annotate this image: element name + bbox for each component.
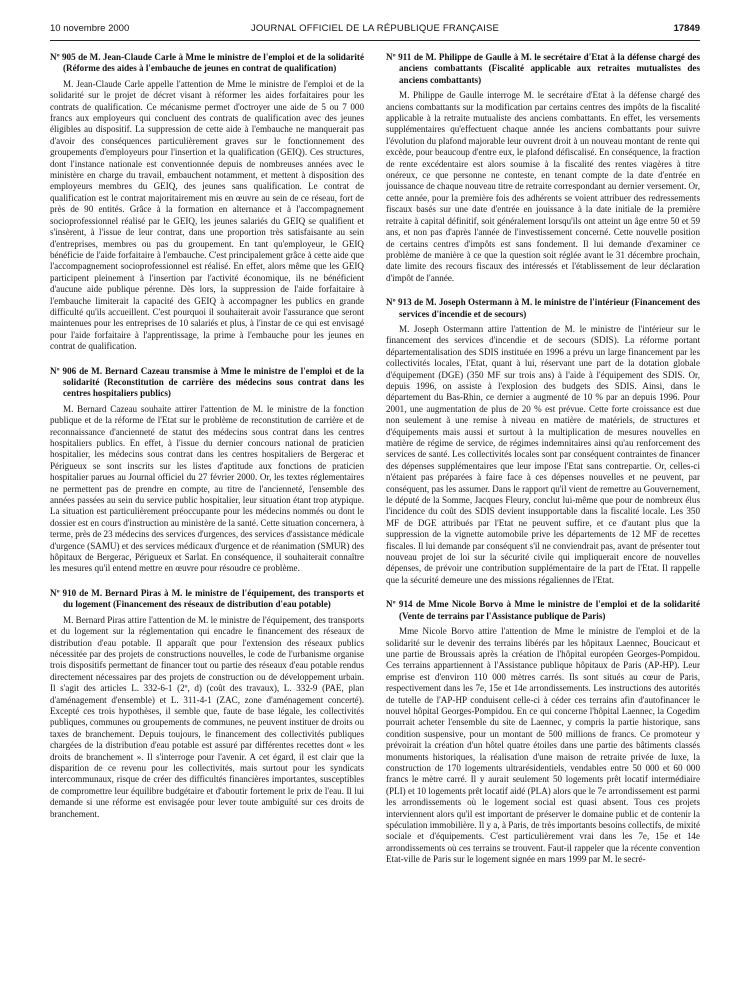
question-heading: Nº 910 de M. Bernard Piras à M. le ministre de l'équipement, des transports et du logement (Financement des réseaux de distribution d'eau potable) [50, 587, 364, 610]
page-header [50, 20, 700, 41]
question-body: M. Joseph Ostermann attire l'attention de M. le ministre de l'intérieur sur le financement des services d'incendie et de secours (SDIS). La réforme portant départementalisation des SDIS instituée en 1996 a prévu un large financement par les collectivités locales, l'Etat, quant à lui, réservant une part de la dotation globale d'équipement (DGE) (350 MF sur trois ans) à l'aide à l'équipement des SDIS. Or, depuis 1996, on assiste à l'explosion des budgets des SDIS. Ainsi, dans le département du Bas-Rhin, ce dernier a augmenté de 10 % par an depuis 1996. Pour 2001, une augmentation de plus de 20 % est prévue. Cette forte croissance est due non seulement à une remise à niveau en matière de matériels, de structures et d'équipements mais aussi et surtout à la multiplication de mesures nouvelles en matière de régime de service, de régimes indemnitaires ainsi qu'au renforcement des services de santé. Les collectivités locales sont par conséquent contraintes de financer des dépenses supplémentaires que leur impose l'Etat sans contrepartie. Or, celles-ci n'étaient pas préparées à faire face à ces dépenses nouvelles et ne peuvent, par conséquent, pas les assumer. Dans le rapport qu'il vient de remettre au Gouvernement, le député de la Somme, Jacques Fleury, conclut lui-même que pour de nombreux élus l'incidence du coût des SDIS devient insupportable dans la fiscalité locale. Les 350 MF de DGE attribués par l'Etat ne peuvent suffire, et ce d'autant plus que la suppression de la vignette automobile prive les départements de 12 MF de recettes fiscales. Il lui demande par conséquent s'il ne conviendrait pas, avant de présenter tout nouveau projet de loi sur la sécurité civile qui impliquerait encore de nouvelles dépenses, de prévoir une contribution supplémentaire de la part de l'Etat. Il rappelle que la sécurité demeure une des missions régaliennes de l'Etat. [386, 323, 700, 585]
page-number: 17849 [673, 23, 700, 34]
question-body: M. Bernard Cazeau souhaite attirer l'attention de M. le ministre de la fonction publique et de la réforme de l'Etat sur le problème de reconstitution de carrière et de reconnaissance d'ancienneté de statut des médecins sous contrat dans les centres hospitaliers publics. En effet, à l'issue du dernier concours national de praticien hospitalier, les médecins sous contrat dans les centres hospitaliers de Bergerac et Périgueux se sont inscrits sur les listes d'aptitude aux fonctions de praticien hospitalier parues au Journal officiel du 27 février 2000. Or, les textes réglementaires ne permettent pas de prendre en compte, au titre de l'ancienneté, l'ensemble des années passées au sein du service public hospitalier, leur situation étant trop atypique. La situation est particulièrement préoccupante pour les médecins nommés ou dont le dossier est en cours d'instruction au ministère de la santé. Cette situation concernera, à terme, près de 23 médecins des services d'urgences, des services d'assistance médicale d'urgence (SAMU) et des services médicaux d'urgence et de réanimation (SMUR) des hôpitaux de Bergerac, Périgueux et Sarlat. En conséquence, il souhaiterait connaître les mesures qu'il entend mettre en œuvre pour résoudre ce problème. [50, 403, 364, 574]
journal-title: JOURNAL OFFICIEL DE LA RÉPUBLIQUE FRANÇAISE [250, 23, 500, 34]
question-905 [50, 52, 364, 353]
question-heading: Nº 914 de Mme Nicole Borvo à Mme le ministre de l'emploi et de la solidarité (Vente de terrains par l'Assistance publique de Paris) [386, 599, 700, 621]
question-body: Mme Nicole Borvo attire l'attention de Mme le ministre de l'emploi et de la solidarité sur le devenir des terrains libérés par les hôpitaux Laennec, Boucicaut et une partie de Broussais après la création de l'hôpital européen Georges-Pompidou. Ces terrains appartiennent à l'Assistance publique hôpitaux de Paris (AP-HP). Leur emprise est d'environ 110 000 mètres carrés. Ils sont situés au cœur de Paris, respectivement dans les 7e, 15e et 14e arrondissements. Les instructions des autorités de tutelle de l'AP-HP conduisent celle-ci à céder ces terrains afin d'autofinancer le nouvel hôpital Georges-Pompidou. En ce qui concerne l'hôpital Laennec, la Cogedim pourrait acheter l'ensemble du site de Laennec, y compris la partie historique, sans condition suspensive, pour un montant de 500 millions de francs. Ce promoteur y prévoirait la création d'un hôtel quatre étoiles dans une partie des bâtiments classés monuments historiques, la réalisation d'une maison de retraite privée de luxe, la construction de 170 logements ultrarésidentiels, vendables entre 50 000 et 60 000 francs le mètre carré. Il y aurait seulement 50 logements prêt locatif intermédiaire (PLI) et 10 logements prêt locatif aidé (PLA) alors que le 7e arrondissement est parmi les arrondissements où le logement social est quasi absent. Tous ces projets interviennent alors qu'il est important de préserver le domaine public et de contenir la spéculation immobilière. Il y a, à Paris, de très importants besoins collectifs, de mixité sociale et d'équipements. C'est particulièrement vrai dans les 7e, 15e et 14e arrondissements où ces terrains se trouvent. Faut-il rappeler que la récente convention Etat-ville de Paris sur le logement signée en mars 1999 par M. le secré- [386, 626, 700, 865]
question-913 [386, 297, 700, 586]
left-column [50, 52, 364, 982]
question-heading: Nº 911 de M. Philippe de Gaulle à M. le secrétaire d'Etat à la défense chargé des anciens combattants (Fiscalité applicable aux retraites mutualistes des anciens combattants) [386, 52, 700, 85]
question-body: M. Bernard Piras attire l'attention de M. le ministre de l'équipement, des transports et du logement sur la réglementation qui encadre le financement des réseaux de distribution d'eau potable. Il apparaît que pour l'extension des réseaux publics nécessitée par des projets de constructions nouvelles, le code de l'urbanisme organise trois dispositifs permettant de financer tout ou partie des réseaux d'eau potable rendus directement nécessaires par des projets de construction ou de développement urbain. Il s'agit des articles L. 332-6-1 (2º, d) (coût des travaux), L. 332-9 (PAE, plan d'aménagement d'ensemble) et L. 311-4-1 (ZAC, zone d'aménagement concerté). Excepté ces trois hypothèses, il semble que, faute de base légale, les collectivités publiques, communes ou groupements de communes, ne peuvent instituer de droits ou taxes de branchement. Depuis toujours, le financement des collectivités publiques chargées de la distribution d'eau potable est assuré par différentes recettes dont « les droits de branchement ». Il s'interroge pour l'avenir. A cet égard, il est clair que la disparition de ce revenu pour les collectivités, mais surtout pour les syndicats intercommunaux, risque de créer des difficultés financières importantes, susceptibles de compromettre leur équilibre budgétaire et d'aboutir fortement le prix de l'eau. Il lui demande si une réforme est envisagée pour lever toute ambiguïté sur ces droits de branchement. [50, 614, 364, 819]
question-heading: Nº 905 de M. Jean-Claude Carle à Mme le ministre de l'emploi et de la solidarité (Réforme des aides à l'embauche de jeunes en contrat de qualification) [50, 52, 364, 74]
question-body: M. Jean-Claude Carle appelle l'attention de Mme le ministre de l'emploi et de la solidarité sur le projet de décret visant à réformer les aides forfaitaires pour les contrats de qualification. Ce mécanisme permet d'octroyer une aide de 5 ou 7 000 francs aux employeurs qui concluent des contrats de qualification avec des jeunes éligibles au dispositif. La suppression de cette aide à l'embauche ne manquerait pas d'avoir des conséquences particulièrement graves sur le fonctionnement des groupements d'employeurs pour l'insertion et la qualification (GEIQ). Ces structures, dont l'instance nationale est conventionnée depuis de nombreuses années avec le ministère en charge du travail, embauchent notamment, et mettent à disposition des employeurs membres du GEIQ, des jeunes sans qualification. Le contrat de qualification est le contrat majoritairement mis en œuvre au sein de ce réseau, fort de près de 90 entités. Grâce à la formation en alternance et à l'accompagnement socioprofessionnel réalisé par le GEIQ, les jeunes salariés du GEIQ se qualifient et s'insèrent, à l'issue de leur contrat, dans une proportion très satisfaisante au sein d'entreprises, membres ou pas du groupement. En tant qu'employeur, le GEIQ bénéficie de l'aide forfaitaire à l'embauche. C'est principalement grâce à cette aide que l'accompagnement socioprofessionnel est réalisé. En effet, alors même que les GEIQ participent pleinement à l'insertion par l'activité économique, ils ne bénéficient d'aucune aide publique pérenne. Dès lors, la suppression de l'aide forfaitaire à l'embauche limiterait la capacité des GEIQ à accompagner les publics en grande difficulté qu'ils accueillent. C'est pourquoi il souhaiterait avoir l'assurance que seront maintenues pour les entreprises de 10 salariés et plus, à l'instar de ce qui est envisagé pour l'aide forfaitaire à l'apprentissage, la prime à l'embauche pour les jeunes en contrat de qualification. [50, 78, 364, 352]
question-910 [50, 588, 364, 820]
question-906 [50, 366, 364, 575]
issue-date: 10 novembre 2000 [50, 23, 130, 34]
right-column [386, 52, 700, 982]
question-911 [386, 52, 700, 284]
question-914 [386, 599, 700, 865]
question-body: M. Philippe de Gaulle interroge M. le secrétaire d'Etat à la défense chargé des anciens combattants sur la modification par certains centres des impôts de la fiscalité applicable à la retraite mutualiste des anciens combattants. En effet, les versements supplémentaires qu'effectuent chaque année les anciens combattants pour suivre l'évolution du plafond majorable leur ouvrent droit à un nouveau montant de rente qui excède, pour beaucoup d'entre eux, le plafond défiscalisé. En conséquence, la fraction de rente excédentaire est alors soumise à la fiscalité des rentes viagères à titre onéreux, ce que personne ne conteste, en tenant compte de la date d'entrée en jouissance de chaque nouveau titre de retraite correspondant au dernier versement. Or, cette année, pour la première fois des adhérents se voient attribuer des redressements fiscaux basés sur une date d'entrée en jouissance à la date initiale de la première retraite à capital définitif, soit généralement lorsqu'ils ont atteint un âge entre 50 et 59 ans, et non pas d'après l'année de l'investissement concerné. Cette nouvelle position de certains centres d'impôts est sans fondement. Il lui demande d'examiner ce problème de manière à ce que la question soit réglée avant le 31 décembre prochain, date limite des recours fiscaux des intéressés et l'établissement de leur déclaration d'impôt de l'année. [386, 90, 700, 283]
question-heading: Nº 906 de M. Bernard Cazeau transmise à Mme le ministre de l'emploi et de la solidarité (Reconstitution de carrière des médecins sous contrat dans les centres hospitaliers publics) [50, 365, 364, 399]
question-heading: Nº 913 de M. Joseph Ostermann à M. le ministre de l'intérieur (Financement des services d'incendie et de secours) [386, 297, 700, 319]
